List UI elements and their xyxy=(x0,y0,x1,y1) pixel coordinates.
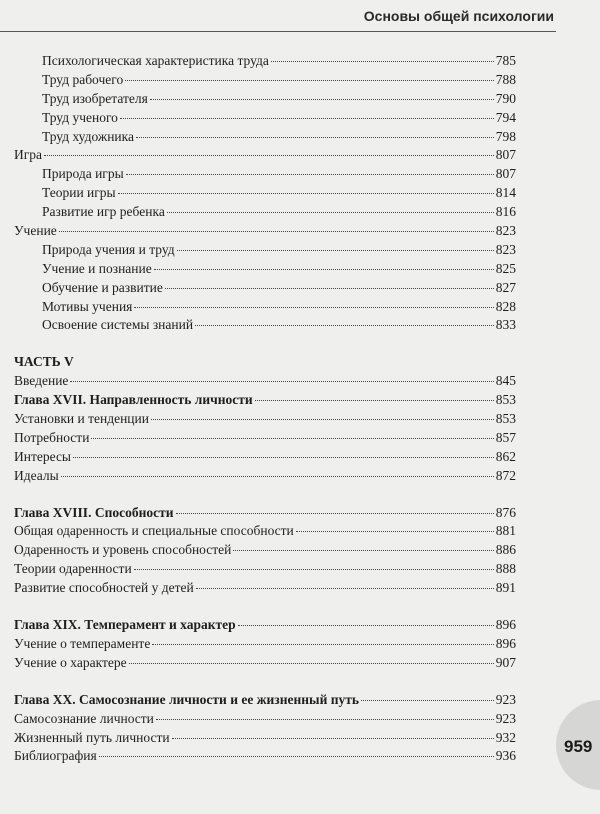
toc-entry-page: 896 xyxy=(495,635,516,651)
toc-chapter-heading[interactable] xyxy=(14,505,516,524)
toc-entry-page: 845 xyxy=(495,373,516,389)
dot-leader xyxy=(177,250,494,251)
toc-subentry[interactable] xyxy=(14,280,516,299)
toc-subentry[interactable] xyxy=(14,166,516,185)
toc-entry-label: Жизненный путь личности xyxy=(14,729,170,745)
dot-leader xyxy=(134,307,493,308)
dot-leader xyxy=(126,174,494,175)
toc-entry-label: Развитие способностей у детей xyxy=(14,580,194,596)
dot-leader xyxy=(44,155,494,156)
toc-entry[interactable] xyxy=(14,223,516,242)
toc-subentry[interactable] xyxy=(14,185,516,204)
toc-entry-label: Труд художника xyxy=(42,128,134,144)
toc-entry-page: 936 xyxy=(495,748,516,764)
dot-leader xyxy=(129,663,494,664)
toc-entry[interactable] xyxy=(14,147,516,166)
toc-entry-label: Самосознание личности xyxy=(14,710,154,726)
toc-subentry[interactable] xyxy=(14,299,516,318)
toc-entry[interactable] xyxy=(14,730,516,749)
toc-subentry[interactable] xyxy=(14,317,516,336)
toc-entry-label: Глава XVII. Направленность личности xyxy=(14,392,253,408)
dot-leader xyxy=(361,700,494,701)
toc-entry-page: 828 xyxy=(495,298,516,314)
toc-entry-page: 923 xyxy=(495,691,516,707)
toc-entry[interactable] xyxy=(14,655,516,674)
toc-entry-page: 807 xyxy=(495,147,516,163)
toc-entry-label: Учение о характере xyxy=(14,654,127,670)
toc-entry-label: Игра xyxy=(14,147,43,163)
toc-entry-page: 923 xyxy=(495,710,516,726)
dot-leader xyxy=(120,118,494,119)
toc-entry-page: 798 xyxy=(495,128,516,144)
toc-subentry[interactable] xyxy=(14,261,516,280)
toc-entry-page: 888 xyxy=(495,561,516,577)
toc-entry-label: Введение xyxy=(14,373,69,389)
dot-leader xyxy=(152,644,493,645)
toc-entry-page: 881 xyxy=(495,523,516,539)
toc-entry[interactable] xyxy=(14,411,516,430)
dot-leader xyxy=(73,457,494,458)
toc-entry-label: Труд рабочего xyxy=(42,71,124,87)
toc-entry-page: 827 xyxy=(495,279,516,295)
toc-entry-page: 853 xyxy=(495,411,516,427)
toc-subentry[interactable] xyxy=(14,204,516,223)
toc-entry-page: 825 xyxy=(495,260,516,276)
page-number: 959 xyxy=(564,737,593,756)
dot-leader xyxy=(238,625,494,626)
toc-entry[interactable] xyxy=(14,636,516,655)
dot-leader xyxy=(70,381,493,382)
dot-leader xyxy=(196,588,494,589)
toc-entry[interactable] xyxy=(14,449,516,468)
toc-entry-label: Глава XIX. Темперамент и характер xyxy=(14,617,236,633)
dot-leader xyxy=(99,756,494,757)
toc-entry-label: Одаренность и уровень способностей xyxy=(14,542,232,558)
dot-leader xyxy=(165,288,494,289)
toc-entry-page: 891 xyxy=(495,580,516,596)
running-header xyxy=(0,0,600,32)
toc-entry-label: Теории игры xyxy=(42,185,116,201)
toc-entry-label: Природа игры xyxy=(42,166,124,182)
dot-leader xyxy=(154,269,494,270)
toc-subentry[interactable] xyxy=(14,242,516,261)
table-of-contents xyxy=(14,53,516,767)
toc-entry-label: Освоение системы знаний xyxy=(42,317,194,333)
toc-entry-page: 886 xyxy=(495,542,516,558)
dot-leader xyxy=(150,99,494,100)
toc-subentry[interactable] xyxy=(14,110,516,129)
toc-entry-page: 872 xyxy=(495,467,516,483)
dot-leader xyxy=(91,438,493,439)
toc-entry-label: Глава XVIII. Способности xyxy=(14,504,174,520)
toc-entry-label: Развитие игр ребенка xyxy=(42,204,165,220)
dot-leader xyxy=(156,719,494,720)
toc-entry-label: Мотивы учения xyxy=(42,298,133,314)
toc-subentry[interactable] xyxy=(14,72,516,91)
header-rule xyxy=(0,31,556,32)
toc-entry-page: 807 xyxy=(495,166,516,182)
toc-entry-label: Идеалы xyxy=(14,467,59,483)
part-title: ЧАСТЬ V xyxy=(14,354,74,370)
toc-chapter-heading[interactable] xyxy=(14,392,516,411)
toc-group-work-play-learning xyxy=(14,53,516,336)
toc-entry-label: Теории одаренности xyxy=(14,561,132,577)
toc-subentry[interactable] xyxy=(14,129,516,148)
toc-entry[interactable] xyxy=(14,542,516,561)
toc-entry[interactable] xyxy=(14,711,516,730)
toc-entry-introduction[interactable] xyxy=(14,373,516,392)
toc-entry-page: 788 xyxy=(495,71,516,87)
toc-entry[interactable] xyxy=(14,430,516,449)
toc-entry-page: 853 xyxy=(495,392,516,408)
toc-entry-label: Библиография xyxy=(14,748,97,764)
toc-chapters xyxy=(14,392,516,767)
toc-chapter-heading[interactable] xyxy=(14,692,516,711)
toc-entry-page: 907 xyxy=(495,654,516,670)
toc-entry-label: Учение xyxy=(14,223,57,239)
toc-entry-label: Обучение и развитие xyxy=(42,279,163,295)
dot-leader xyxy=(136,137,494,138)
toc-subentry[interactable] xyxy=(14,53,516,72)
toc-entry[interactable] xyxy=(14,523,516,542)
toc-entry-label: Психологическая характеристика труда xyxy=(42,53,269,68)
dot-leader xyxy=(172,738,494,739)
dot-leader xyxy=(167,212,494,213)
toc-entry-label: Интересы xyxy=(14,448,72,464)
toc-entry[interactable] xyxy=(14,580,516,599)
toc-entry-page: 833 xyxy=(495,317,516,333)
dot-leader xyxy=(134,569,494,570)
dot-leader xyxy=(195,325,494,326)
toc-entry-page: 857 xyxy=(495,429,516,445)
toc-subentry[interactable] xyxy=(14,91,516,110)
toc-entry-label: Труд изобретателя xyxy=(42,90,148,106)
toc-entry-label: Природа учения и труд xyxy=(42,241,175,257)
toc-entry-label: Общая одаренность и специальные способности xyxy=(14,523,294,539)
dot-leader xyxy=(125,80,494,81)
toc-entry-page: 794 xyxy=(495,109,516,125)
toc-entry-page: 896 xyxy=(495,617,516,633)
dot-leader xyxy=(296,531,494,532)
toc-entry-page: 785 xyxy=(495,53,516,68)
dot-leader xyxy=(271,61,494,62)
toc-entry-label: Глава XX. Самосознание личности и ее жизненный путь xyxy=(14,691,360,707)
dot-leader xyxy=(118,193,494,194)
toc-entry[interactable] xyxy=(14,468,516,487)
dot-leader xyxy=(59,231,494,232)
toc-entry-page: 823 xyxy=(495,223,516,239)
toc-entry-page: 823 xyxy=(495,241,516,257)
toc-entry-page: 814 xyxy=(495,185,516,201)
dot-leader xyxy=(176,513,494,514)
toc-chapter-heading[interactable] xyxy=(14,617,516,636)
dot-leader xyxy=(255,400,494,401)
toc-entry-page: 862 xyxy=(495,448,516,464)
toc-entry[interactable] xyxy=(14,748,516,767)
toc-entry-page: 876 xyxy=(495,504,516,520)
dot-leader xyxy=(233,550,493,551)
running-header-title: Основы общей психологии xyxy=(363,8,554,24)
toc-entry-label: Установки и тенденции xyxy=(14,411,149,427)
dot-leader xyxy=(61,476,494,477)
toc-entry-label: Потребности xyxy=(14,429,90,445)
toc-entry[interactable] xyxy=(14,561,516,580)
toc-entry-page: 790 xyxy=(495,90,516,106)
toc-entry-label: Учение и познание xyxy=(42,260,152,276)
toc-entry-page: 816 xyxy=(495,204,516,220)
toc-entry-page: 932 xyxy=(495,729,516,745)
toc-entry-label: Труд ученого xyxy=(42,109,118,125)
dot-leader xyxy=(151,419,494,420)
toc-entry-label: Учение о темпераменте xyxy=(14,635,151,651)
